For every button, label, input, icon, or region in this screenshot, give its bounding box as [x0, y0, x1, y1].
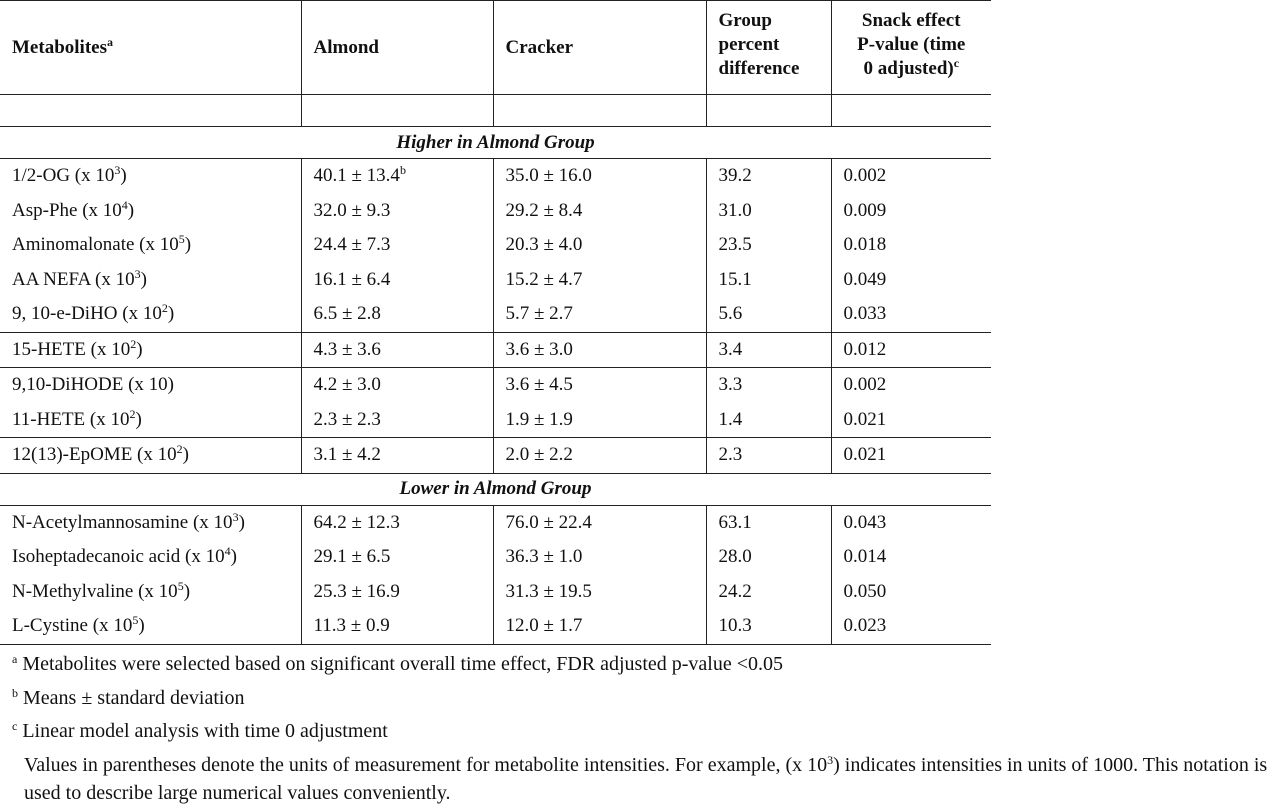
almond-value-cell: 6.5 ± 2.8 [301, 297, 493, 332]
metabolite-name-cell: Isoheptadecanoic acid (x $10^4$) [12, 544, 237, 568]
group-percent-difference-cell: 31.0 [706, 194, 831, 229]
almond-value-cell: 29.1 ± 6.5 [301, 540, 493, 575]
metabolite-name-cell: 9,10-DiHODE (x 10) [0, 368, 301, 403]
p-value-cell: 0.021 [831, 403, 991, 438]
cracker-value-cell: 3.6 ± 3.0 [493, 332, 706, 368]
cracker-value-cell: 76.0 ± 22.4 [493, 505, 706, 540]
cracker-value-cell: 15.2 ± 4.7 [493, 263, 706, 298]
almond-value-cell: 4.3 ± 3.6 [301, 332, 493, 368]
table-row [0, 332, 991, 368]
header-cracker: Cracker [493, 1, 706, 95]
metabolite-name-cell: 15-HETE (x $10^2$) [0, 332, 301, 368]
section-lower-in-almond: Lower in Almond Group [0, 473, 991, 505]
p-value-cell: 0.023 [831, 609, 991, 644]
blank-row [0, 95, 991, 127]
group-percent-difference-cell: 5.6 [706, 297, 831, 332]
table-row [0, 159, 991, 194]
group-percent-difference-cell: 23.5 [706, 228, 831, 263]
metabolite-name-cell: N-Acetylmannosamine (x $10^3$) [12, 509, 245, 533]
table-header-row [0, 1, 991, 95]
group-percent-difference-cell: 39.2 [706, 159, 831, 194]
table-row [0, 609, 991, 644]
table-row [0, 228, 991, 263]
footnote-c: $^c$ Linear model analysis with time 0 adjustment [12, 719, 388, 742]
metabolite-name-cell: 11-HETE (x $10^2$) [12, 406, 142, 430]
metabolite-name-cell: AA NEFA (x $10^3$) [12, 266, 147, 290]
almond-value-cell: 24.4 ± 7.3 [301, 228, 493, 263]
group-percent-difference-cell: 63.1 [706, 505, 831, 540]
table-row [0, 438, 991, 474]
almond-value-cell: 25.3 ± 16.9 [301, 575, 493, 610]
metabolite-name-cell: N-Methylvaline (x $10^5$) [12, 578, 191, 602]
table-row [0, 297, 991, 332]
metabolite-name-cell: 9, 10-e-DiHO (x $10^2$) [12, 301, 175, 325]
footnote-b: $^b$ Means ± standard deviation [12, 686, 245, 709]
header-group-percent-difference: Group percent difference [706, 1, 831, 95]
footnote-a: $^a$ Metabolites were selected based on significant overall time effect, FDR adjusted p-value <0.05 [12, 652, 784, 675]
cracker-value-cell: 12.0 ± 1.7 [493, 609, 706, 644]
p-value-cell: 0.050 [831, 575, 991, 610]
table-row [0, 368, 991, 403]
p-value-cell: 0.009 [831, 194, 991, 229]
group-percent-difference-cell: 1.4 [706, 403, 831, 438]
table-row [0, 194, 991, 229]
group-percent-difference-cell: 3.4 [706, 332, 831, 368]
table-row [0, 505, 991, 540]
almond-value-cell: 32.0 ± 9.3 [301, 194, 493, 229]
cracker-value-cell: 36.3 ± 1.0 [493, 540, 706, 575]
table-row [0, 575, 991, 610]
almond-value-cell: 4.2 ± 3.0 [301, 368, 493, 403]
almond-value-cell: 40.1 ± 13.4$^b$ [301, 159, 493, 194]
table-row [0, 263, 991, 298]
almond-value-cell: 3.1 ± 4.2 [301, 438, 493, 474]
almond-value-cell: 64.2 ± 12.3 [301, 505, 493, 540]
almond-value-cell: 11.3 ± 0.9 [301, 609, 493, 644]
cracker-value-cell: 1.9 ± 1.9 [493, 403, 706, 438]
cracker-value-cell: 5.7 ± 2.7 [493, 297, 706, 332]
header-snack-effect-pvalue: Snack effect P-value (time 0 adjusted)$^c$ [831, 1, 991, 95]
almond-value-cell: 2.3 ± 2.3 [301, 403, 493, 438]
group-percent-difference-cell: 24.2 [706, 575, 831, 610]
p-value-cell: 0.002 [831, 368, 991, 403]
group-percent-difference-cell: 15.1 [706, 263, 831, 298]
units-note: Values in parentheses denote the units of measurement for metabolite intensities. For example, (x $10^3$) indicates intensities in units of 1000. This notation is used to describe large numerical values conveniently. [24, 753, 1268, 804]
p-value-cell: 0.002 [831, 159, 991, 194]
group-percent-difference-cell: 3.3 [706, 368, 831, 403]
group-percent-difference-cell: 2.3 [706, 438, 831, 474]
group-percent-difference-cell: 10.3 [706, 609, 831, 644]
cracker-value-cell: 29.2 ± 8.4 [493, 194, 706, 229]
header-almond: Almond [301, 1, 493, 95]
cracker-value-cell: 31.3 ± 19.5 [493, 575, 706, 610]
header-metabolites: Metabolites$^a$ [0, 1, 301, 95]
almond-value-cell: 16.1 ± 6.4 [301, 263, 493, 298]
section-higher-in-almond: Higher in Almond Group [0, 127, 991, 159]
p-value-cell: 0.012 [831, 332, 991, 368]
group-percent-difference-cell: 28.0 [706, 540, 831, 575]
cracker-value-cell: 2.0 ± 2.2 [493, 438, 706, 474]
p-value-cell: 0.014 [831, 540, 991, 575]
table-row [0, 540, 991, 575]
metabolite-name-cell: 12(13)-EpOME (x $10^2$) [0, 438, 301, 474]
cracker-value-cell: 3.6 ± 4.5 [493, 368, 706, 403]
metabolite-name-cell: Aminomalonate (x $10^5$) [12, 232, 192, 256]
metabolite-name-cell: L-Cystine (x $10^5$) [0, 609, 301, 644]
p-value-cell: 0.018 [831, 228, 991, 263]
p-value-cell: 0.043 [831, 505, 991, 540]
metabolite-name-cell: Asp-Phe (x $10^4$) [12, 197, 135, 221]
metabolite-name-cell: 1/2-OG (x $10^3$) [12, 163, 127, 187]
p-value-cell: 0.021 [831, 438, 991, 474]
cracker-value-cell: 35.0 ± 16.0 [493, 159, 706, 194]
p-value-cell: 0.033 [831, 297, 991, 332]
cracker-value-cell: 20.3 ± 4.0 [493, 228, 706, 263]
table-row [0, 403, 991, 438]
p-value-cell: 0.049 [831, 263, 991, 298]
